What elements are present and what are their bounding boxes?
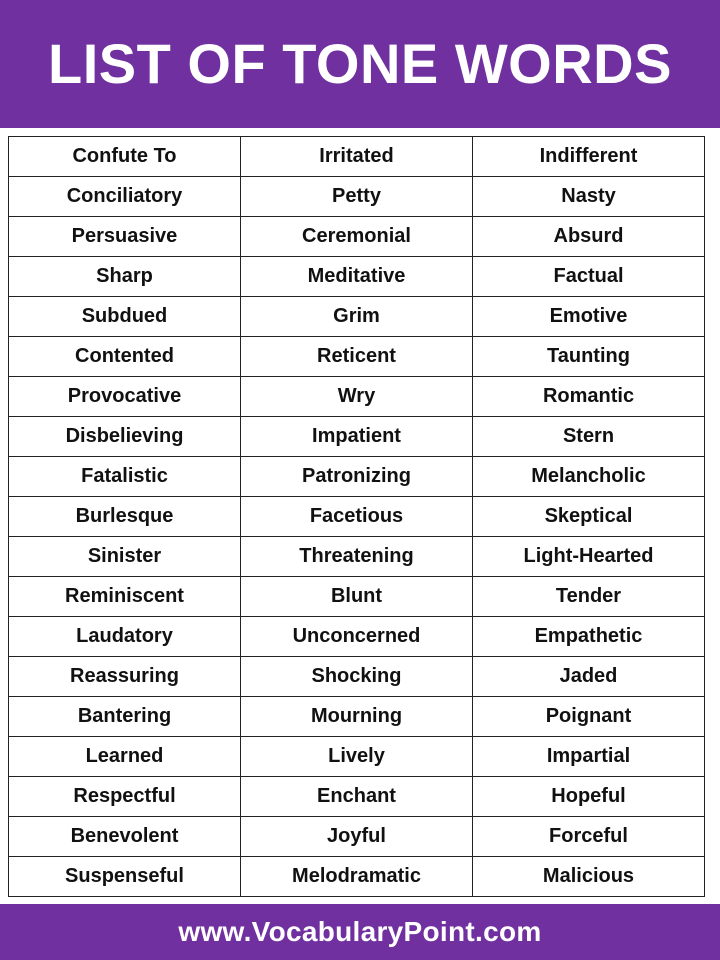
table-row [9,457,705,497]
table-cell: Nasty [473,177,705,217]
table-cell: Shocking [241,657,473,697]
table-row [9,657,705,697]
table-row [9,377,705,417]
table-cell: Melancholic [473,457,705,497]
table-cell: Impartial [473,737,705,777]
table-cell: Reassuring [9,657,241,697]
table-cell: Unconcerned [241,617,473,657]
table-cell: Poignant [473,697,705,737]
table-row [9,857,705,897]
table-row [9,177,705,217]
table-row [9,737,705,777]
table-cell: Laudatory [9,617,241,657]
table-cell: Reminiscent [9,577,241,617]
table-cell: Tender [473,577,705,617]
table-cell: Meditative [241,257,473,297]
table-cell: Ceremonial [241,217,473,257]
table-cell: Light-Hearted [473,537,705,577]
table-cell: Bantering [9,697,241,737]
table-row [9,137,705,177]
table-cell: Grim [241,297,473,337]
table-row [9,337,705,377]
table-cell: Melodramatic [241,857,473,897]
table-cell: Absurd [473,217,705,257]
table-cell: Petty [241,177,473,217]
table-cell: Fatalistic [9,457,241,497]
table-cell: Sinister [9,537,241,577]
table-cell: Romantic [473,377,705,417]
table-cell: Stern [473,417,705,457]
header-banner [0,0,720,128]
table-cell: Sharp [9,257,241,297]
table-cell: Mourning [241,697,473,737]
table-row [9,817,705,857]
table-cell: Irritated [241,137,473,177]
table-cell: Impatient [241,417,473,457]
table-cell: Factual [473,257,705,297]
table-cell: Facetious [241,497,473,537]
table-cell: Conciliatory [9,177,241,217]
table-row [9,257,705,297]
table-cell: Threatening [241,537,473,577]
table-cell: Indifferent [473,137,705,177]
table-cell: Joyful [241,817,473,857]
tone-words-table [8,136,705,897]
table-cell: Blunt [241,577,473,617]
table-cell: Emotive [473,297,705,337]
table-cell: Enchant [241,777,473,817]
table-cell: Suspenseful [9,857,241,897]
table-cell: Contented [9,337,241,377]
table-row [9,697,705,737]
tone-words-table-container [8,136,705,897]
table-row [9,577,705,617]
table-row [9,497,705,537]
table-row [9,297,705,337]
table-cell: Confute To [9,137,241,177]
table-row [9,217,705,257]
table-body [9,137,705,897]
table-cell: Subdued [9,297,241,337]
table-cell: Lively [241,737,473,777]
footer-banner [0,904,720,960]
table-cell: Disbelieving [9,417,241,457]
page-title: LIST OF TONE WORDS [48,32,672,95]
table-row [9,417,705,457]
table-cell: Provocative [9,377,241,417]
table-cell: Learned [9,737,241,777]
table-cell: Benevolent [9,817,241,857]
table-cell: Forceful [473,817,705,857]
table-cell: Respectful [9,777,241,817]
table-cell: Hopeful [473,777,705,817]
table-cell: Taunting [473,337,705,377]
table-cell: Reticent [241,337,473,377]
table-cell: Burlesque [9,497,241,537]
table-cell: Persuasive [9,217,241,257]
table-row [9,537,705,577]
table-cell: Patronizing [241,457,473,497]
table-cell: Empathetic [473,617,705,657]
table-cell: Jaded [473,657,705,697]
table-row [9,617,705,657]
table-cell: Malicious [473,857,705,897]
table-cell: Wry [241,377,473,417]
table-row [9,777,705,817]
table-cell: Skeptical [473,497,705,537]
website-url: www.VocabularyPoint.com [178,916,542,947]
